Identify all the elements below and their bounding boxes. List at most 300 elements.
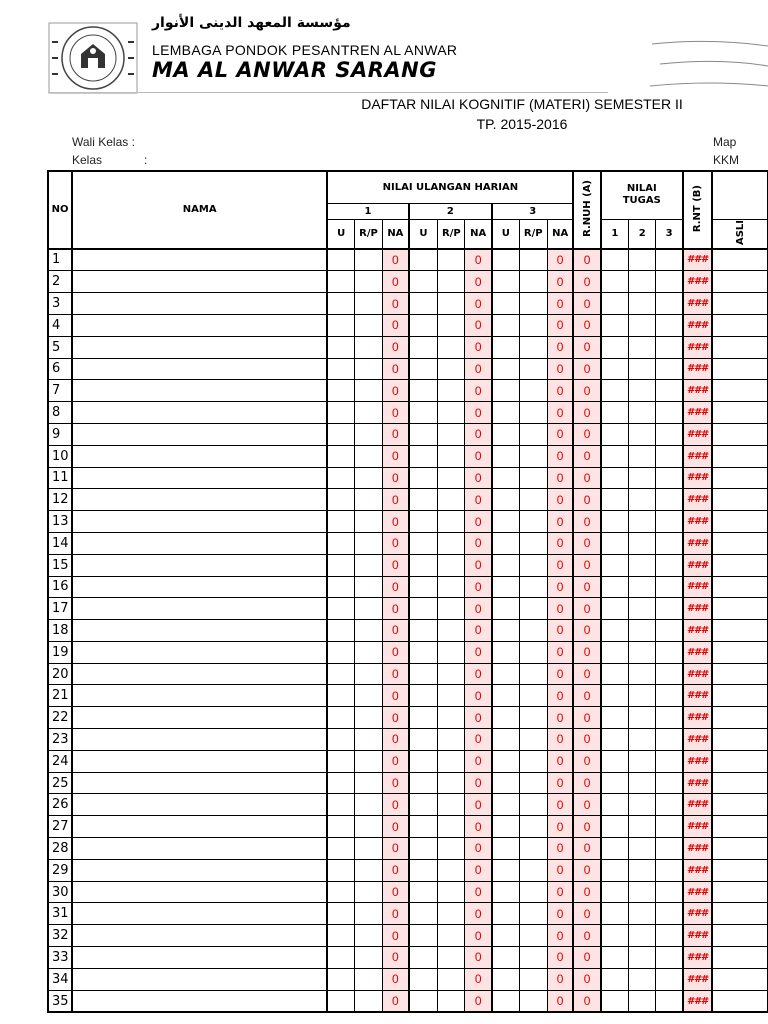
score-rp-cell[interactable]	[519, 881, 547, 903]
score-u-cell[interactable]	[409, 881, 438, 903]
student-name-cell[interactable]	[72, 925, 327, 947]
asli-cell[interactable]	[712, 489, 767, 511]
score-rp-cell[interactable]	[438, 423, 465, 445]
score-u-cell[interactable]	[492, 881, 519, 903]
score-u-cell[interactable]	[327, 838, 354, 860]
tugas-1-cell[interactable]	[601, 990, 629, 1012]
score-u-cell[interactable]	[409, 598, 438, 620]
score-rp-cell[interactable]	[519, 380, 547, 402]
score-rp-cell[interactable]	[354, 772, 382, 794]
tugas-1-cell[interactable]	[601, 838, 629, 860]
score-rp-cell[interactable]	[354, 794, 382, 816]
score-u-cell[interactable]	[409, 293, 438, 315]
score-u-cell[interactable]	[492, 293, 519, 315]
score-u-cell[interactable]	[327, 336, 354, 358]
asli-cell[interactable]	[712, 271, 767, 293]
score-u-cell[interactable]	[327, 707, 354, 729]
tugas-2-cell[interactable]	[629, 467, 656, 489]
tugas-3-cell[interactable]	[656, 990, 683, 1012]
score-rp-cell[interactable]	[438, 663, 465, 685]
student-name-cell[interactable]	[72, 554, 327, 576]
score-u-cell[interactable]	[327, 641, 354, 663]
tugas-2-cell[interactable]	[629, 881, 656, 903]
score-u-cell[interactable]	[409, 947, 438, 969]
tugas-2-cell[interactable]	[629, 990, 656, 1012]
tugas-3-cell[interactable]	[656, 402, 683, 424]
score-rp-cell[interactable]	[519, 554, 547, 576]
tugas-1-cell[interactable]	[601, 925, 629, 947]
score-rp-cell[interactable]	[519, 467, 547, 489]
asli-cell[interactable]	[712, 903, 767, 925]
score-u-cell[interactable]	[409, 467, 438, 489]
score-rp-cell[interactable]	[519, 336, 547, 358]
score-rp-cell[interactable]	[438, 794, 465, 816]
asli-cell[interactable]	[712, 380, 767, 402]
score-u-cell[interactable]	[492, 990, 519, 1012]
score-rp-cell[interactable]	[354, 707, 382, 729]
tugas-1-cell[interactable]	[601, 641, 629, 663]
score-rp-cell[interactable]	[354, 467, 382, 489]
student-name-cell[interactable]	[72, 881, 327, 903]
tugas-3-cell[interactable]	[656, 685, 683, 707]
asli-cell[interactable]	[712, 663, 767, 685]
score-u-cell[interactable]	[409, 271, 438, 293]
score-rp-cell[interactable]	[354, 358, 382, 380]
tugas-1-cell[interactable]	[601, 750, 629, 772]
score-rp-cell[interactable]	[519, 576, 547, 598]
student-name-cell[interactable]	[72, 271, 327, 293]
score-u-cell[interactable]	[492, 314, 519, 336]
score-u-cell[interactable]	[409, 620, 438, 642]
tugas-3-cell[interactable]	[656, 293, 683, 315]
tugas-1-cell[interactable]	[601, 903, 629, 925]
score-rp-cell[interactable]	[438, 532, 465, 554]
tugas-3-cell[interactable]	[656, 314, 683, 336]
score-u-cell[interactable]	[409, 380, 438, 402]
tugas-3-cell[interactable]	[656, 576, 683, 598]
tugas-2-cell[interactable]	[629, 293, 656, 315]
score-rp-cell[interactable]	[519, 314, 547, 336]
tugas-1-cell[interactable]	[601, 554, 629, 576]
tugas-2-cell[interactable]	[629, 445, 656, 467]
score-u-cell[interactable]	[327, 881, 354, 903]
score-rp-cell[interactable]	[519, 903, 547, 925]
tugas-2-cell[interactable]	[629, 750, 656, 772]
student-name-cell[interactable]	[72, 947, 327, 969]
score-u-cell[interactable]	[409, 249, 438, 271]
score-rp-cell[interactable]	[438, 750, 465, 772]
score-u-cell[interactable]	[492, 445, 519, 467]
tugas-3-cell[interactable]	[656, 249, 683, 271]
asli-cell[interactable]	[712, 467, 767, 489]
score-rp-cell[interactable]	[354, 968, 382, 990]
score-rp-cell[interactable]	[438, 925, 465, 947]
score-rp-cell[interactable]	[438, 772, 465, 794]
asli-cell[interactable]	[712, 336, 767, 358]
score-rp-cell[interactable]	[354, 881, 382, 903]
score-u-cell[interactable]	[327, 402, 354, 424]
score-u-cell[interactable]	[409, 554, 438, 576]
score-u-cell[interactable]	[327, 598, 354, 620]
tugas-2-cell[interactable]	[629, 532, 656, 554]
student-name-cell[interactable]	[72, 293, 327, 315]
score-u-cell[interactable]	[409, 402, 438, 424]
asli-cell[interactable]	[712, 620, 767, 642]
score-u-cell[interactable]	[492, 467, 519, 489]
asli-cell[interactable]	[712, 685, 767, 707]
score-rp-cell[interactable]	[354, 838, 382, 860]
tugas-3-cell[interactable]	[656, 336, 683, 358]
score-rp-cell[interactable]	[519, 968, 547, 990]
score-u-cell[interactable]	[492, 532, 519, 554]
score-rp-cell[interactable]	[354, 925, 382, 947]
student-name-cell[interactable]	[72, 402, 327, 424]
score-u-cell[interactable]	[327, 663, 354, 685]
tugas-3-cell[interactable]	[656, 511, 683, 533]
score-u-cell[interactable]	[327, 358, 354, 380]
tugas-3-cell[interactable]	[656, 729, 683, 751]
tugas-3-cell[interactable]	[656, 968, 683, 990]
score-rp-cell[interactable]	[354, 750, 382, 772]
score-rp-cell[interactable]	[354, 729, 382, 751]
tugas-3-cell[interactable]	[656, 838, 683, 860]
score-u-cell[interactable]	[492, 641, 519, 663]
score-rp-cell[interactable]	[438, 336, 465, 358]
student-name-cell[interactable]	[72, 968, 327, 990]
score-u-cell[interactable]	[409, 750, 438, 772]
score-rp-cell[interactable]	[354, 663, 382, 685]
tugas-1-cell[interactable]	[601, 772, 629, 794]
tugas-1-cell[interactable]	[601, 576, 629, 598]
score-u-cell[interactable]	[327, 620, 354, 642]
score-rp-cell[interactable]	[519, 641, 547, 663]
score-rp-cell[interactable]	[438, 838, 465, 860]
score-u-cell[interactable]	[327, 271, 354, 293]
student-name-cell[interactable]	[72, 838, 327, 860]
tugas-3-cell[interactable]	[656, 641, 683, 663]
tugas-2-cell[interactable]	[629, 968, 656, 990]
asli-cell[interactable]	[712, 968, 767, 990]
tugas-2-cell[interactable]	[629, 402, 656, 424]
score-u-cell[interactable]	[327, 423, 354, 445]
score-u-cell[interactable]	[492, 729, 519, 751]
score-u-cell[interactable]	[492, 772, 519, 794]
student-name-cell[interactable]	[72, 314, 327, 336]
tugas-1-cell[interactable]	[601, 293, 629, 315]
score-u-cell[interactable]	[492, 598, 519, 620]
asli-cell[interactable]	[712, 423, 767, 445]
score-rp-cell[interactable]	[354, 598, 382, 620]
tugas-2-cell[interactable]	[629, 576, 656, 598]
tugas-3-cell[interactable]	[656, 620, 683, 642]
score-rp-cell[interactable]	[354, 641, 382, 663]
asli-cell[interactable]	[712, 729, 767, 751]
score-rp-cell[interactable]	[354, 576, 382, 598]
score-rp-cell[interactable]	[354, 620, 382, 642]
score-u-cell[interactable]	[492, 423, 519, 445]
tugas-3-cell[interactable]	[656, 816, 683, 838]
score-u-cell[interactable]	[327, 314, 354, 336]
student-name-cell[interactable]	[72, 707, 327, 729]
score-rp-cell[interactable]	[519, 663, 547, 685]
score-u-cell[interactable]	[492, 947, 519, 969]
score-rp-cell[interactable]	[438, 903, 465, 925]
tugas-1-cell[interactable]	[601, 729, 629, 751]
score-u-cell[interactable]	[327, 532, 354, 554]
score-rp-cell[interactable]	[519, 816, 547, 838]
score-rp-cell[interactable]	[354, 554, 382, 576]
score-u-cell[interactable]	[327, 511, 354, 533]
score-rp-cell[interactable]	[438, 620, 465, 642]
student-name-cell[interactable]	[72, 249, 327, 271]
student-name-cell[interactable]	[72, 423, 327, 445]
tugas-2-cell[interactable]	[629, 598, 656, 620]
score-u-cell[interactable]	[492, 271, 519, 293]
tugas-3-cell[interactable]	[656, 445, 683, 467]
score-rp-cell[interactable]	[438, 314, 465, 336]
tugas-2-cell[interactable]	[629, 816, 656, 838]
asli-cell[interactable]	[712, 598, 767, 620]
asli-cell[interactable]	[712, 838, 767, 860]
asli-cell[interactable]	[712, 358, 767, 380]
score-u-cell[interactable]	[327, 380, 354, 402]
asli-cell[interactable]	[712, 859, 767, 881]
score-rp-cell[interactable]	[438, 358, 465, 380]
score-u-cell[interactable]	[492, 794, 519, 816]
tugas-1-cell[interactable]	[601, 423, 629, 445]
score-rp-cell[interactable]	[354, 249, 382, 271]
score-u-cell[interactable]	[492, 816, 519, 838]
score-rp-cell[interactable]	[354, 314, 382, 336]
score-u-cell[interactable]	[327, 489, 354, 511]
score-rp-cell[interactable]	[438, 445, 465, 467]
asli-cell[interactable]	[712, 511, 767, 533]
score-rp-cell[interactable]	[354, 816, 382, 838]
score-rp-cell[interactable]	[519, 925, 547, 947]
score-rp-cell[interactable]	[438, 707, 465, 729]
tugas-3-cell[interactable]	[656, 598, 683, 620]
score-rp-cell[interactable]	[354, 511, 382, 533]
tugas-1-cell[interactable]	[601, 816, 629, 838]
score-u-cell[interactable]	[492, 663, 519, 685]
score-u-cell[interactable]	[409, 314, 438, 336]
score-rp-cell[interactable]	[354, 402, 382, 424]
tugas-1-cell[interactable]	[601, 380, 629, 402]
score-u-cell[interactable]	[327, 249, 354, 271]
score-rp-cell[interactable]	[519, 620, 547, 642]
tugas-1-cell[interactable]	[601, 663, 629, 685]
score-u-cell[interactable]	[492, 685, 519, 707]
score-u-cell[interactable]	[492, 358, 519, 380]
score-u-cell[interactable]	[327, 903, 354, 925]
score-rp-cell[interactable]	[438, 968, 465, 990]
score-rp-cell[interactable]	[438, 402, 465, 424]
tugas-2-cell[interactable]	[629, 947, 656, 969]
tugas-1-cell[interactable]	[601, 685, 629, 707]
score-u-cell[interactable]	[327, 750, 354, 772]
score-u-cell[interactable]	[492, 489, 519, 511]
tugas-1-cell[interactable]	[601, 445, 629, 467]
tugas-3-cell[interactable]	[656, 947, 683, 969]
score-rp-cell[interactable]	[438, 990, 465, 1012]
tugas-1-cell[interactable]	[601, 532, 629, 554]
score-rp-cell[interactable]	[438, 554, 465, 576]
score-u-cell[interactable]	[327, 467, 354, 489]
score-u-cell[interactable]	[492, 249, 519, 271]
score-u-cell[interactable]	[327, 859, 354, 881]
tugas-3-cell[interactable]	[656, 903, 683, 925]
tugas-1-cell[interactable]	[601, 707, 629, 729]
tugas-2-cell[interactable]	[629, 423, 656, 445]
asli-cell[interactable]	[712, 990, 767, 1012]
student-name-cell[interactable]	[72, 794, 327, 816]
tugas-3-cell[interactable]	[656, 859, 683, 881]
tugas-3-cell[interactable]	[656, 423, 683, 445]
tugas-3-cell[interactable]	[656, 271, 683, 293]
score-rp-cell[interactable]	[438, 729, 465, 751]
tugas-3-cell[interactable]	[656, 380, 683, 402]
tugas-1-cell[interactable]	[601, 314, 629, 336]
student-name-cell[interactable]	[72, 445, 327, 467]
tugas-3-cell[interactable]	[656, 750, 683, 772]
score-u-cell[interactable]	[492, 838, 519, 860]
student-name-cell[interactable]	[72, 620, 327, 642]
student-name-cell[interactable]	[72, 380, 327, 402]
score-u-cell[interactable]	[492, 402, 519, 424]
score-rp-cell[interactable]	[438, 511, 465, 533]
score-u-cell[interactable]	[409, 511, 438, 533]
tugas-2-cell[interactable]	[629, 249, 656, 271]
tugas-1-cell[interactable]	[601, 794, 629, 816]
tugas-2-cell[interactable]	[629, 838, 656, 860]
student-name-cell[interactable]	[72, 903, 327, 925]
score-rp-cell[interactable]	[519, 947, 547, 969]
score-u-cell[interactable]	[409, 859, 438, 881]
score-rp-cell[interactable]	[438, 271, 465, 293]
asli-cell[interactable]	[712, 707, 767, 729]
score-u-cell[interactable]	[409, 358, 438, 380]
tugas-1-cell[interactable]	[601, 489, 629, 511]
score-rp-cell[interactable]	[519, 750, 547, 772]
score-u-cell[interactable]	[492, 511, 519, 533]
asli-cell[interactable]	[712, 881, 767, 903]
tugas-3-cell[interactable]	[656, 467, 683, 489]
tugas-1-cell[interactable]	[601, 620, 629, 642]
score-rp-cell[interactable]	[519, 423, 547, 445]
tugas-2-cell[interactable]	[629, 925, 656, 947]
score-u-cell[interactable]	[327, 968, 354, 990]
score-rp-cell[interactable]	[519, 358, 547, 380]
asli-cell[interactable]	[712, 816, 767, 838]
asli-cell[interactable]	[712, 554, 767, 576]
tugas-3-cell[interactable]	[656, 358, 683, 380]
score-u-cell[interactable]	[327, 990, 354, 1012]
tugas-1-cell[interactable]	[601, 968, 629, 990]
score-u-cell[interactable]	[492, 707, 519, 729]
student-name-cell[interactable]	[72, 685, 327, 707]
score-u-cell[interactable]	[409, 707, 438, 729]
score-u-cell[interactable]	[492, 925, 519, 947]
asli-cell[interactable]	[712, 402, 767, 424]
tugas-2-cell[interactable]	[629, 336, 656, 358]
score-u-cell[interactable]	[409, 663, 438, 685]
score-rp-cell[interactable]	[438, 489, 465, 511]
tugas-3-cell[interactable]	[656, 794, 683, 816]
score-u-cell[interactable]	[492, 554, 519, 576]
tugas-2-cell[interactable]	[629, 489, 656, 511]
score-rp-cell[interactable]	[354, 990, 382, 1012]
score-rp-cell[interactable]	[354, 903, 382, 925]
student-name-cell[interactable]	[72, 489, 327, 511]
score-u-cell[interactable]	[492, 336, 519, 358]
score-u-cell[interactable]	[409, 641, 438, 663]
asli-cell[interactable]	[712, 249, 767, 271]
student-name-cell[interactable]	[72, 750, 327, 772]
score-rp-cell[interactable]	[438, 881, 465, 903]
tugas-2-cell[interactable]	[629, 663, 656, 685]
score-rp-cell[interactable]	[519, 685, 547, 707]
score-rp-cell[interactable]	[438, 685, 465, 707]
tugas-1-cell[interactable]	[601, 598, 629, 620]
score-rp-cell[interactable]	[519, 271, 547, 293]
score-u-cell[interactable]	[327, 685, 354, 707]
score-u-cell[interactable]	[409, 903, 438, 925]
score-u-cell[interactable]	[492, 859, 519, 881]
score-u-cell[interactable]	[409, 925, 438, 947]
tugas-3-cell[interactable]	[656, 772, 683, 794]
student-name-cell[interactable]	[72, 532, 327, 554]
score-u-cell[interactable]	[492, 380, 519, 402]
score-rp-cell[interactable]	[519, 489, 547, 511]
tugas-2-cell[interactable]	[629, 511, 656, 533]
tugas-2-cell[interactable]	[629, 380, 656, 402]
score-rp-cell[interactable]	[519, 707, 547, 729]
score-u-cell[interactable]	[409, 838, 438, 860]
tugas-2-cell[interactable]	[629, 794, 656, 816]
student-name-cell[interactable]	[72, 663, 327, 685]
score-rp-cell[interactable]	[519, 402, 547, 424]
score-u-cell[interactable]	[409, 445, 438, 467]
student-name-cell[interactable]	[72, 641, 327, 663]
tugas-2-cell[interactable]	[629, 903, 656, 925]
score-rp-cell[interactable]	[519, 249, 547, 271]
score-rp-cell[interactable]	[519, 532, 547, 554]
score-u-cell[interactable]	[327, 816, 354, 838]
score-rp-cell[interactable]	[354, 532, 382, 554]
student-name-cell[interactable]	[72, 816, 327, 838]
score-u-cell[interactable]	[409, 576, 438, 598]
asli-cell[interactable]	[712, 772, 767, 794]
score-u-cell[interactable]	[327, 947, 354, 969]
score-u-cell[interactable]	[327, 554, 354, 576]
tugas-2-cell[interactable]	[629, 772, 656, 794]
tugas-3-cell[interactable]	[656, 663, 683, 685]
score-rp-cell[interactable]	[438, 576, 465, 598]
score-u-cell[interactable]	[492, 968, 519, 990]
tugas-2-cell[interactable]	[629, 685, 656, 707]
student-name-cell[interactable]	[72, 859, 327, 881]
score-u-cell[interactable]	[327, 925, 354, 947]
score-rp-cell[interactable]	[354, 489, 382, 511]
student-name-cell[interactable]	[72, 358, 327, 380]
tugas-1-cell[interactable]	[601, 358, 629, 380]
tugas-3-cell[interactable]	[656, 881, 683, 903]
score-rp-cell[interactable]	[438, 947, 465, 969]
score-u-cell[interactable]	[409, 489, 438, 511]
score-u-cell[interactable]	[327, 729, 354, 751]
tugas-1-cell[interactable]	[601, 402, 629, 424]
score-u-cell[interactable]	[327, 576, 354, 598]
